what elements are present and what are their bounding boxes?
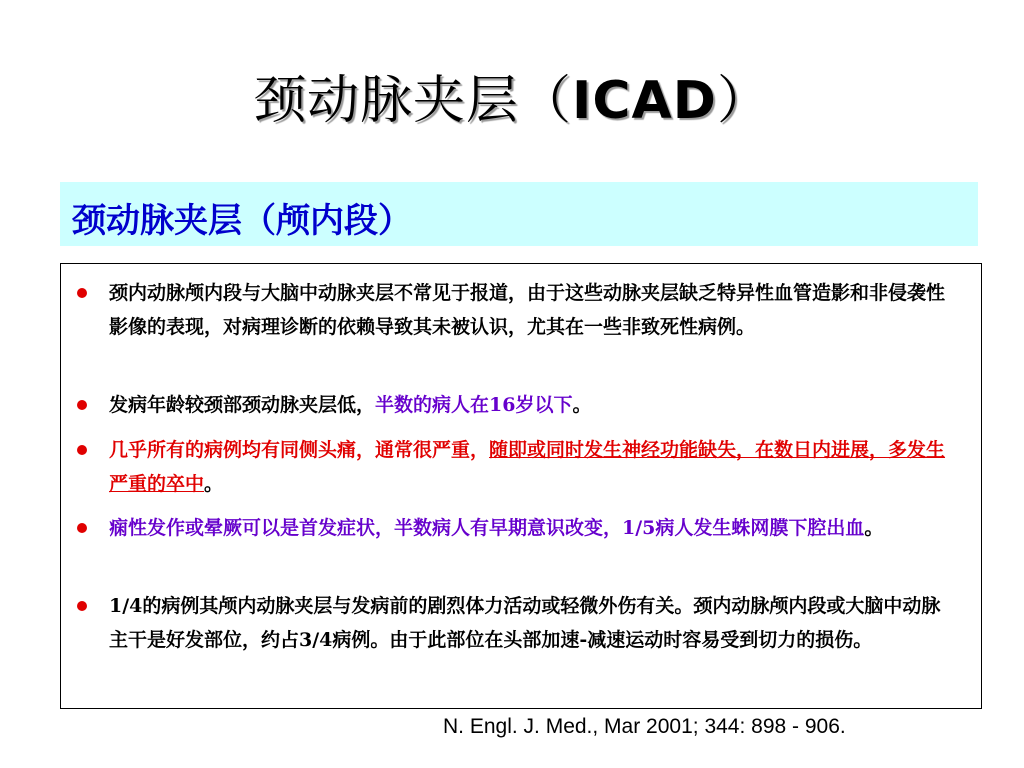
bullet-emphasis: 痫性发作或晕厥可以是首发症状，半数病人有早期意识改变，1/5病人发生蛛网膜下腔出血 — [109, 517, 865, 539]
bullet-text — [109, 433, 957, 501]
bullet-segment: 发病年龄较颈部颈动脉夹层低， — [109, 394, 376, 416]
content-box — [60, 263, 982, 709]
bullet-text — [109, 276, 957, 344]
bullet-segment: 颈内动脉颅内段与大脑中动脉夹层不常见于报道，由于这些动脉夹层缺乏特异性血管造影和非侵袭性影像的表现，对病理诊断的依赖导致其未被认识，尤其在一些非致死性病例。 — [109, 282, 946, 338]
bullet-emphasis-underlined: 随即或同时发生神经功能缺失，在数日内进展，多发生严重的卒中 — [109, 439, 946, 495]
bullet-segment: 。 — [204, 473, 224, 495]
bullet-emphasis: 几乎所有的病例均有同侧头痛，通常很严重， — [109, 439, 490, 461]
bullet-emphasis: 半数的病人在16岁以下 — [375, 394, 573, 416]
subtitle: 颈动脉夹层（颅内段） — [72, 201, 412, 241]
bullet-dot-icon — [77, 400, 87, 410]
bullet-item — [77, 511, 957, 545]
bullet-dot-icon — [77, 288, 87, 298]
bullet-text — [109, 511, 957, 545]
bullet-segment: 。 — [572, 394, 592, 416]
bullet-text — [109, 388, 957, 422]
citation: N. Engl. J. Med., Mar 2001; 344: 898 - 906. — [443, 715, 846, 738]
bullet-dot-icon — [77, 601, 87, 611]
bullet-dot-icon — [77, 523, 87, 533]
slide-title — [0, 58, 1024, 133]
bullet-segment: 。 — [864, 517, 884, 539]
bullet-text — [109, 589, 957, 657]
bullet-item — [77, 433, 957, 501]
title-close: ） — [716, 71, 770, 131]
bullet-dot-icon — [77, 445, 87, 455]
bullet-item — [77, 276, 957, 344]
bullet-item — [77, 589, 957, 657]
title-main: 颈动脉夹层（ — [254, 71, 573, 131]
title-acronym: ICAD — [572, 71, 717, 131]
bullet-segment: 1/4的病例其颅内动脉夹层与发病前的剧烈体力活动或轻微外伤有关。颈内动脉颅内段或大脑中动脉主干是好发部位，约占3/4病例。由于此部位在头部加速-减速运动时容易受到切力的损伤。 — [109, 595, 941, 651]
bullet-item — [77, 388, 957, 422]
